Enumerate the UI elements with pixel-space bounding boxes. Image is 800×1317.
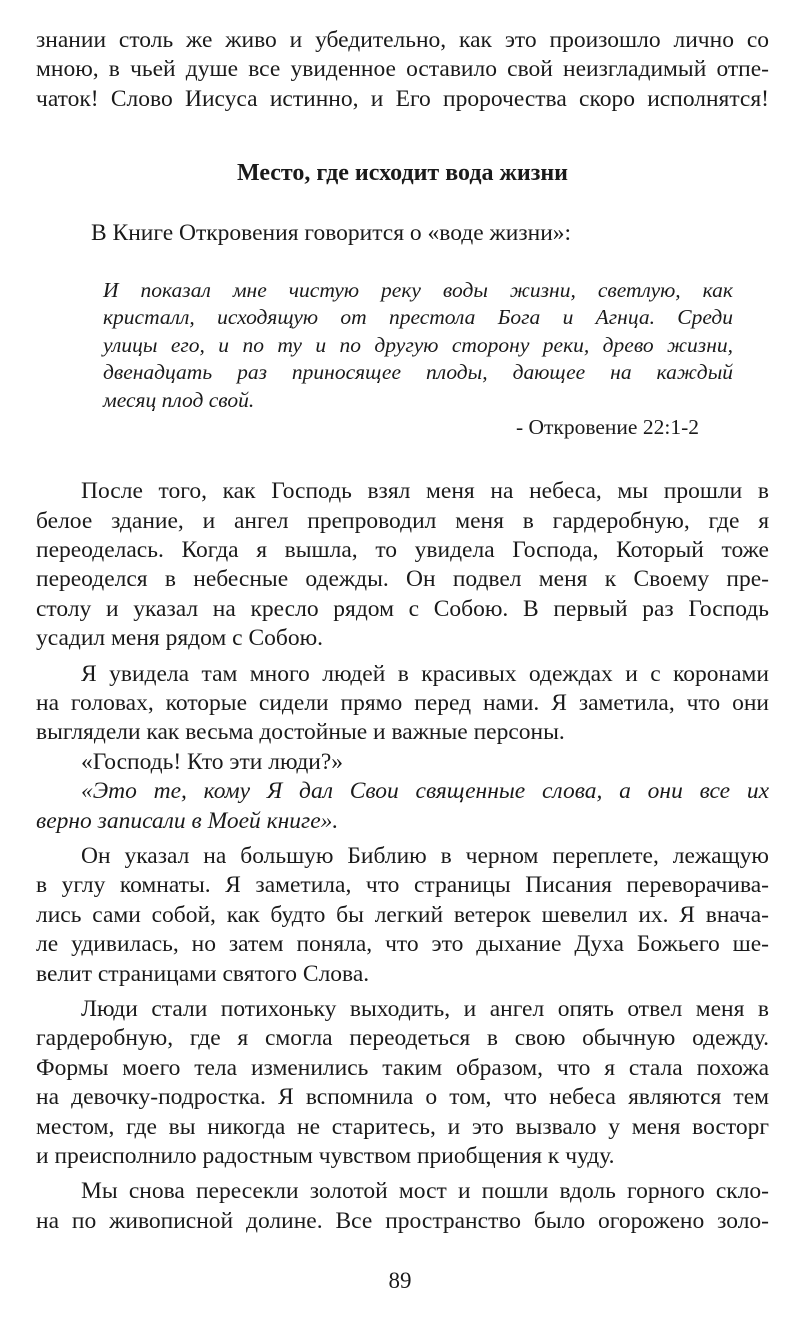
text-line: переоделся в небесные одежды. Он подвел меня к Своему пре- [36, 566, 769, 593]
paragraph [36, 477, 769, 653]
quote-line: И показал мне чистую реку воды жизни, светлую, как [103, 277, 733, 302]
text-line: гардеробную, где я смогла переодеться в свою обычную одежду. [36, 1025, 769, 1052]
section-heading: Место, где исходит вода жизни [237, 160, 568, 187]
text-line: Я увидела там много людей в красивых одеждах и с коронами [81, 660, 769, 687]
text-line: лись сами собой, как будто бы легкий ветерок шевелил их. Я внача- [36, 901, 769, 928]
text-line: велит страницами святого Слова. [36, 960, 370, 987]
paragraph [36, 1177, 769, 1236]
intro-line: В Книге Откровения говорится о «воде жизни»: [91, 220, 572, 247]
text-line: ле удивилась, но затем поняла, что это дыхание Духа Божьего ше- [36, 931, 769, 958]
text-line: столу и указал на кресло рядом с Собою. В первый раз Господь [36, 595, 769, 622]
text-line: мною, в чьей душе все увиденное оставило свой неизгладимый отпе- [36, 56, 769, 83]
text-line: белое здание, и ангел препроводил меня в гардеробную, где я [36, 507, 769, 534]
dialogue-answer [36, 777, 769, 836]
text-line: Мы снова пересекли золотой мост и пошли вдоль горного скло- [81, 1178, 769, 1205]
text-line: Он указал на большую Библию в черном переплете, лежащую [81, 843, 769, 869]
text-line: и преисполнило радостным чувством приобщения к чуду. [36, 1143, 615, 1170]
quote-line: месяц плод свой. [103, 387, 255, 412]
top-paragraph [36, 26, 769, 114]
scripture-quote [36, 277, 733, 415]
paragraph [36, 995, 769, 1171]
text-line: чаток! Слово Иисуса истинно, и Его пророчества скоро исполнятся! [36, 85, 769, 112]
text-line: на девочку-подростка. Я вспомнила о том, что небеса являются тем [36, 1084, 769, 1111]
text-line: выглядели как весьма достойные и важные персоны. [36, 719, 565, 746]
paragraph [36, 660, 769, 748]
dialogue-question: «Господь! Кто эти люди?» [81, 748, 344, 775]
quote-line: двенадцать раз приносящее плоды, дающее на каждый [103, 360, 733, 385]
paragraph [36, 842, 769, 989]
text-line: в углу комнаты. Я заметила, что страницы Писания переворачива- [36, 872, 769, 899]
text-line: на головах, которые сидели прямо перед нами. Я заметила, что они [36, 689, 769, 716]
quote-line: улицы его, и по ту и по другую сторону реки, древо жизни, [103, 332, 733, 357]
text-line: местом, где вы никогда не старитесь, и это вызвало у меня восторг [36, 1113, 769, 1140]
scripture-citation: - Откровение 22:1-2 [515, 415, 699, 440]
text-line: переоделась. Когда я вышла, то увидела Господа, Который тоже [36, 536, 769, 563]
text-line: знании столь же живо и убедительно, как это произошло лично со [36, 27, 769, 53]
text-line: Люди стали потихоньку выходить, и ангел опять отвел меня в [81, 996, 769, 1023]
text-line: верно записали в Моей книге». [36, 807, 339, 834]
text-line: на по живописной долине. Все пространство было огорожено золо- [36, 1207, 769, 1234]
text-line: «Это те, кому Я дал Свои священные слова, а они все их [81, 778, 769, 805]
page-number: 89 [388, 1268, 412, 1293]
book-page [36, 26, 769, 1236]
text-line: усадил меня рядом с Собою. [36, 625, 324, 652]
text-line: Формы моего тела изменились таким образом, что я стала похожа [36, 1054, 769, 1081]
text-line: После того, как Господь взял меня на небеса, мы прошли в [81, 478, 769, 505]
quote-line: кристалл, исходящую от престола Бога и Агнца. Среди [103, 305, 733, 330]
